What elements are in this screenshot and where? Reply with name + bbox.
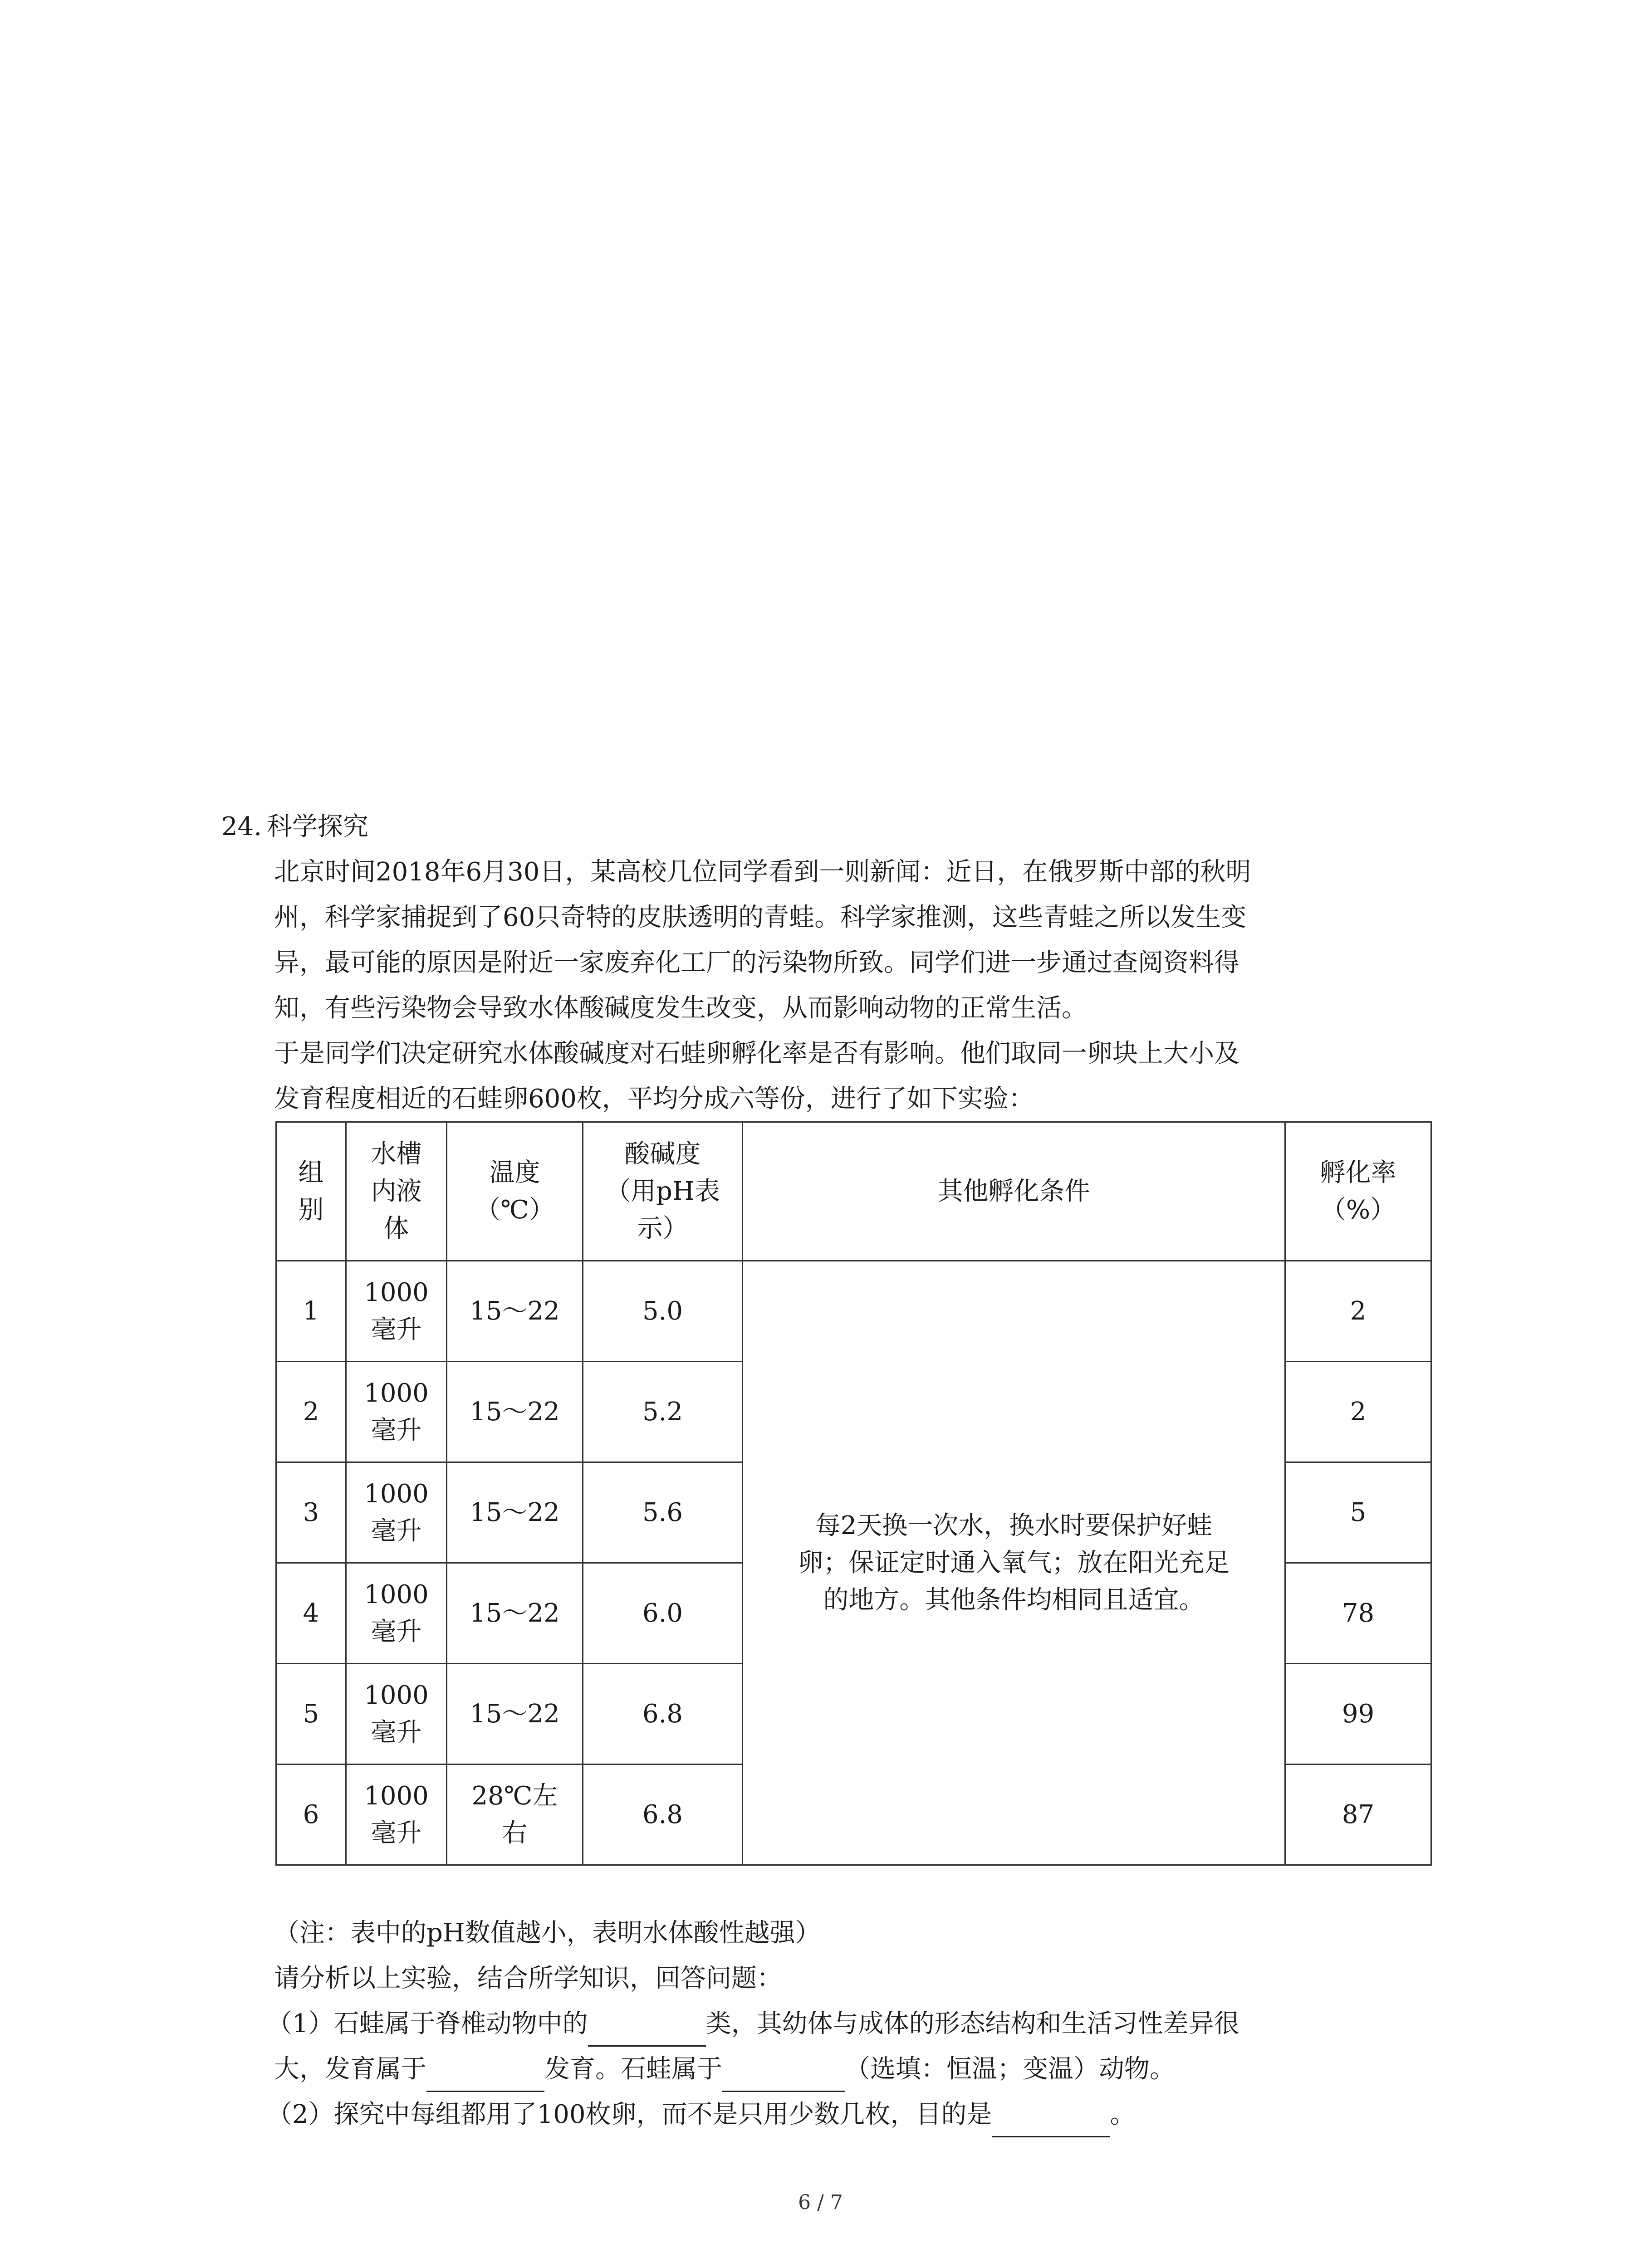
cell-ph: 5.2	[583, 1362, 743, 1462]
cell-group: 5	[276, 1664, 346, 1765]
cell-group: 1	[276, 1261, 346, 1362]
cell-group: 2	[276, 1362, 346, 1462]
subquestion-1-line-2: 大，发育属于 发育。石蛙属于 （选填：恒温；变温）动物。	[274, 2047, 1417, 2092]
cell-group: 4	[276, 1563, 346, 1664]
cell-hatch-rate: 5	[1285, 1462, 1431, 1563]
cell-liquid: 1000 毫升	[346, 1664, 447, 1765]
subquestion-1-line-1: （1）石蛙属于脊椎动物中的 类，其幼体与成体的形态结构和生活习性差异很	[267, 2001, 1410, 2047]
question-title: 科学探究	[267, 812, 368, 841]
cell-temperature: 15～22	[447, 1664, 583, 1765]
cell-liquid: 1000 毫升	[346, 1362, 447, 1462]
table-row	[276, 1261, 1431, 1362]
cell-liquid: 1000 毫升	[346, 1765, 447, 1865]
cell-temperature: 15～22	[447, 1462, 583, 1563]
intro-line: 北京时间2018年6月30日，某高校几位同学看到一则新闻：近日，在俄罗斯中部的秋明	[274, 857, 1251, 887]
cell-ph: 5.0	[583, 1261, 743, 1362]
cell-temperature: 15～22	[447, 1261, 583, 1362]
cell-temperature: 15～22	[447, 1563, 583, 1664]
header-hatch-rate: 孵化率 （%）	[1285, 1122, 1431, 1261]
header-temperature: 温度 （℃）	[447, 1122, 583, 1261]
intro-line: 发育程度相近的石蛙卵600枚，平均分成六等份，进行了如下实验：	[274, 1084, 1034, 1114]
cell-liquid: 1000 毫升	[346, 1462, 447, 1563]
cell-hatch-rate: 78	[1285, 1563, 1431, 1664]
cell-ph: 6.8	[583, 1664, 743, 1765]
cell-liquid: 1000 毫升	[346, 1563, 447, 1664]
cell-group: 3	[276, 1462, 346, 1563]
cell-ph: 5.6	[583, 1462, 743, 1563]
answer-blank[interactable]	[992, 2109, 1110, 2137]
cell-ph: 6.8	[583, 1765, 743, 1865]
header-ph: 酸碱度 （用pH表 示）	[583, 1122, 743, 1261]
table-header-row	[276, 1122, 1431, 1261]
intro-line: 州，科学家捕捉到了60只奇特的皮肤透明的青蛙。科学家推测，这些青蛙之所以发生变	[274, 903, 1247, 932]
intro-line: 知，有些污染物会导致水体酸碱度发生改变，从而影响动物的正常生活。	[274, 993, 1087, 1023]
answer-blank[interactable]	[588, 2018, 706, 2047]
answer-blank[interactable]	[426, 2063, 544, 2092]
question-number: 24.	[221, 812, 262, 841]
cell-hatch-rate: 87	[1285, 1765, 1431, 1865]
cell-other-conditions: 每2天换一次水，换水时要保护好蛙 卵；保证定时通入氧气；放在阳光充足 的地方。其他条件均相同且适宜。	[743, 1261, 1285, 1865]
header-group: 组 别	[276, 1122, 346, 1261]
header-other-conditions: 其他孵化条件	[743, 1122, 1285, 1261]
cell-hatch-rate: 2	[1285, 1362, 1431, 1462]
cell-hatch-rate: 2	[1285, 1261, 1431, 1362]
experiment-table	[275, 1121, 1432, 1866]
cell-hatch-rate: 99	[1285, 1664, 1431, 1765]
table-note: （注：表中的pH数值越小，表明水体酸性越强）	[274, 1918, 821, 1948]
question-prompt: 请分析以上实验，结合所学知识，回答问题：	[274, 1964, 782, 1993]
cell-group: 6	[276, 1765, 346, 1865]
intro-line: 异，最可能的原因是附近一家废弃化工厂的污染物所致。同学们进一步通过查阅资料得	[274, 948, 1239, 978]
cell-liquid: 1000 毫升	[346, 1261, 447, 1362]
cell-ph: 6.0	[583, 1563, 743, 1664]
answer-blank[interactable]	[722, 2063, 845, 2092]
cell-temperature: 28℃左 右	[447, 1765, 583, 1865]
intro-line: 于是同学们决定研究水体酸碱度对石蛙卵孵化率是否有影响。他们取同一卵块上大小及	[274, 1039, 1239, 1068]
subquestion-2: （2）探究中每组都用了100枚卵，而不是只用少数几枚，目的是 。	[267, 2092, 1410, 2137]
header-liquid: 水槽 内液 体	[346, 1122, 447, 1261]
page-number: 6 / 7	[798, 2191, 843, 2214]
cell-temperature: 15～22	[447, 1362, 583, 1462]
